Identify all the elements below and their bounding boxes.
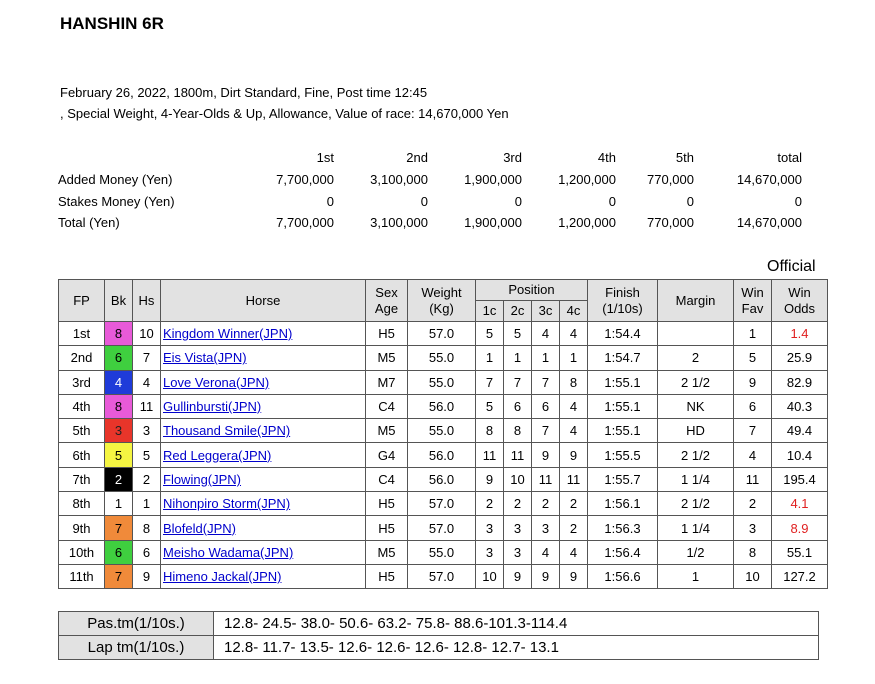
bracket-number: 6: [105, 346, 133, 370]
money-row-label: Total (Yen): [58, 215, 120, 231]
position-3c: 4: [532, 540, 560, 564]
horse-name: [161, 346, 366, 370]
win-odds: 127.2: [772, 564, 828, 588]
weight: 57.0: [408, 516, 476, 540]
prize-money-header-row: [58, 147, 802, 169]
position-4c: 4: [560, 322, 588, 346]
total-money-row: [58, 212, 802, 234]
win-odds: 8.9: [772, 516, 828, 540]
money-header-4th: 4th: [597, 150, 616, 166]
horse-name-link[interactable]: Kingdom Winner(JPN): [163, 326, 293, 342]
margin: 1: [658, 564, 734, 588]
win-favorite: 7: [734, 419, 772, 443]
win-odds: 4.1: [772, 492, 828, 516]
header-position: Position: [476, 280, 588, 301]
sex-age: C4: [366, 394, 408, 418]
position-3c: 2: [532, 492, 560, 516]
win-favorite: 6: [734, 394, 772, 418]
money-value: 3,100,000: [370, 215, 428, 231]
position-1c: 10: [476, 564, 504, 588]
table-row: [59, 419, 828, 443]
position-4c: 2: [560, 516, 588, 540]
horse-name: [161, 540, 366, 564]
position-2c: 1: [504, 346, 532, 370]
header-4c: 4c: [560, 301, 588, 322]
position-1c: 11: [476, 443, 504, 467]
lap-time-values: 12.8- 11.7- 13.5- 12.6- 12.6- 12.6- 12.8- 12.7- 13.1: [214, 636, 819, 660]
money-value: 0: [794, 193, 802, 209]
stakes-money-row: [58, 190, 802, 212]
money-header-total: total: [777, 150, 802, 166]
horse-name-link[interactable]: Meisho Wadama(JPN): [163, 544, 294, 560]
position-2c: 5: [504, 322, 532, 346]
table-row: [59, 540, 828, 564]
margin: 1 1/4: [658, 467, 734, 491]
money-value: 0: [608, 193, 616, 209]
margin: 2 1/2: [658, 443, 734, 467]
position-4c: 1: [560, 346, 588, 370]
money-value: 0: [514, 193, 522, 209]
race-info-line-1: February 26, 2022, 1800m, Dirt Standard, Fine, Post time 12:45: [60, 85, 428, 100]
table-row: [59, 322, 828, 346]
horse-number: 10: [133, 322, 161, 346]
finish-position: 5th: [59, 419, 105, 443]
bracket-number: 7: [105, 516, 133, 540]
position-4c: 4: [560, 540, 588, 564]
finish-time: 1:56.4: [588, 540, 658, 564]
finish-time: 1:55.5: [588, 443, 658, 467]
money-value: 770,000: [647, 215, 694, 231]
horse-number: 5: [133, 443, 161, 467]
bracket-number: 8: [105, 394, 133, 418]
win-odds: 40.3: [772, 394, 828, 418]
position-1c: 3: [476, 540, 504, 564]
position-1c: 7: [476, 370, 504, 394]
position-3c: 9: [532, 443, 560, 467]
header-1c: 1c: [476, 301, 504, 322]
header-sex-age: Sex Age: [366, 280, 408, 322]
horse-name: [161, 516, 366, 540]
position-4c: 9: [560, 443, 588, 467]
win-odds: 10.4: [772, 443, 828, 467]
horse-number: 6: [133, 540, 161, 564]
margin: 2: [658, 346, 734, 370]
margin: HD: [658, 419, 734, 443]
header-3c: 3c: [532, 301, 560, 322]
pass-time-row: [59, 612, 819, 636]
bracket-number: 3: [105, 419, 133, 443]
bracket-number: 2: [105, 467, 133, 491]
horse-name: [161, 564, 366, 588]
horse-number: 1: [133, 492, 161, 516]
win-favorite: 8: [734, 540, 772, 564]
horse-number: 8: [133, 516, 161, 540]
horse-name-link[interactable]: Thousand Smile(JPN): [163, 423, 291, 439]
horse-name-link[interactable]: Nihonpiro Storm(JPN): [163, 496, 291, 512]
header-horse: Horse: [161, 280, 366, 322]
money-header-5th: 5th: [675, 150, 694, 166]
margin: NK: [658, 394, 734, 418]
weight: 55.0: [408, 370, 476, 394]
header-fp: FP: [59, 280, 105, 322]
finish-position: 2nd: [59, 346, 105, 370]
position-1c: 2: [476, 492, 504, 516]
sex-age: H5: [366, 492, 408, 516]
position-2c: 3: [504, 540, 532, 564]
table-row: [59, 492, 828, 516]
finish-position: 9th: [59, 516, 105, 540]
official-label: Official: [767, 258, 816, 275]
finish-position: 4th: [59, 394, 105, 418]
sex-age: M5: [366, 419, 408, 443]
win-odds: 195.4: [772, 467, 828, 491]
margin: 2 1/2: [658, 370, 734, 394]
lap-time-label: Lap tm(1/10s.): [59, 636, 214, 660]
horse-number: 2: [133, 467, 161, 491]
weight: 55.0: [408, 419, 476, 443]
money-value: 7,700,000: [276, 215, 334, 231]
lap-time-row: [59, 636, 819, 660]
sex-age: H5: [366, 516, 408, 540]
table-row: [59, 564, 828, 588]
horse-name: [161, 394, 366, 418]
win-favorite: 5: [734, 346, 772, 370]
position-4c: 8: [560, 370, 588, 394]
money-header-3rd: 3rd: [503, 150, 522, 166]
bracket-number: 8: [105, 322, 133, 346]
times-table: [58, 611, 819, 660]
results-table: [58, 279, 828, 589]
bracket-number: 5: [105, 443, 133, 467]
position-2c: 3: [504, 516, 532, 540]
finish-position: 6th: [59, 443, 105, 467]
margin: [658, 322, 734, 346]
finish-position: 8th: [59, 492, 105, 516]
header-margin: Margin: [658, 280, 734, 322]
position-1c: 5: [476, 394, 504, 418]
sex-age: M5: [366, 346, 408, 370]
win-favorite: 4: [734, 443, 772, 467]
money-value: 1,200,000: [558, 172, 616, 188]
position-2c: 2: [504, 492, 532, 516]
position-3c: 6: [532, 394, 560, 418]
sex-age: M7: [366, 370, 408, 394]
header-weight: Weight (Kg): [408, 280, 476, 322]
money-value: 0: [420, 193, 428, 209]
horse-number: 4: [133, 370, 161, 394]
horse-number: 9: [133, 564, 161, 588]
results-header-row: [59, 280, 828, 301]
money-value: 3,100,000: [370, 172, 428, 188]
horse-name-link[interactable]: Red Leggera(JPN): [163, 447, 272, 463]
position-2c: 7: [504, 370, 532, 394]
margin: 1/2: [658, 540, 734, 564]
win-favorite: 1: [734, 322, 772, 346]
finish-time: 1:55.1: [588, 419, 658, 443]
bracket-number: 4: [105, 370, 133, 394]
finish-position: 1st: [59, 322, 105, 346]
position-2c: 9: [504, 564, 532, 588]
money-value: 14,670,000: [736, 172, 802, 188]
money-value: 0: [326, 193, 334, 209]
win-favorite: 11: [734, 467, 772, 491]
horse-name-link[interactable]: Eis Vista(JPN): [163, 350, 247, 366]
win-odds: 55.1: [772, 540, 828, 564]
horse-name: [161, 492, 366, 516]
table-row: [59, 467, 828, 491]
header-win-odds: Win Odds: [772, 280, 828, 322]
win-favorite: 10: [734, 564, 772, 588]
sex-age: H5: [366, 564, 408, 588]
horse-name: [161, 467, 366, 491]
position-3c: 7: [532, 370, 560, 394]
weight: 57.0: [408, 492, 476, 516]
header-hs: Hs: [133, 280, 161, 322]
position-4c: 11: [560, 467, 588, 491]
finish-time: 1:55.7: [588, 467, 658, 491]
finish-time: 1:56.3: [588, 516, 658, 540]
weight: 57.0: [408, 322, 476, 346]
position-4c: 2: [560, 492, 588, 516]
margin: 2 1/2: [658, 492, 734, 516]
position-1c: 9: [476, 467, 504, 491]
margin: 1 1/4: [658, 516, 734, 540]
horse-name-link[interactable]: Love Verona(JPN): [163, 374, 270, 390]
table-row: [59, 443, 828, 467]
weight: 56.0: [408, 467, 476, 491]
position-1c: 5: [476, 322, 504, 346]
position-1c: 3: [476, 516, 504, 540]
weight: 57.0: [408, 564, 476, 588]
horse-name-link[interactable]: Gullinbursti(JPN): [163, 399, 262, 415]
horse-name: [161, 443, 366, 467]
win-odds: 1.4: [772, 322, 828, 346]
race-title: HANSHIN 6R: [60, 14, 164, 33]
position-3c: 7: [532, 419, 560, 443]
table-row: [59, 370, 828, 394]
finish-time: 1:54.7: [588, 346, 658, 370]
horse-name-link[interactable]: Blofeld(JPN): [163, 520, 236, 536]
win-odds: 25.9: [772, 346, 828, 370]
table-row: [59, 394, 828, 418]
pass-time-label: Pas.tm(1/10s.): [59, 612, 214, 636]
weight: 55.0: [408, 540, 476, 564]
position-2c: 8: [504, 419, 532, 443]
money-value: 1,200,000: [558, 215, 616, 231]
win-favorite: 2: [734, 492, 772, 516]
horse-number: 3: [133, 419, 161, 443]
sex-age: H5: [366, 322, 408, 346]
table-row: [59, 516, 828, 540]
horse-number: 11: [133, 394, 161, 418]
horse-name: [161, 419, 366, 443]
added-money-row: [58, 169, 802, 191]
win-favorite: 9: [734, 370, 772, 394]
horse-name: [161, 370, 366, 394]
position-3c: 11: [532, 467, 560, 491]
race-info-line-2: , Special Weight, 4-Year-Olds & Up, Allowance, Value of race: 14,670,000 Yen: [60, 106, 509, 121]
position-3c: 3: [532, 516, 560, 540]
position-2c: 6: [504, 394, 532, 418]
position-3c: 1: [532, 346, 560, 370]
money-row-label: Added Money (Yen): [58, 172, 173, 188]
finish-time: 1:55.1: [588, 370, 658, 394]
position-1c: 1: [476, 346, 504, 370]
pass-time-values: 12.8- 24.5- 38.0- 50.6- 63.2- 75.8- 88.6-101.3-114.4: [214, 612, 819, 636]
finish-time: 1:56.1: [588, 492, 658, 516]
sex-age: M5: [366, 540, 408, 564]
horse-number: 7: [133, 346, 161, 370]
header-bk: Bk: [105, 280, 133, 322]
finish-position: 11th: [59, 564, 105, 588]
money-row-label: Stakes Money (Yen): [58, 193, 175, 209]
position-1c: 8: [476, 419, 504, 443]
finish-time: 1:56.6: [588, 564, 658, 588]
header-finish: Finish (1/10s): [588, 280, 658, 322]
money-value: 7,700,000: [276, 172, 334, 188]
position-4c: 4: [560, 419, 588, 443]
money-value: 0: [686, 193, 694, 209]
finish-position: 3rd: [59, 370, 105, 394]
win-odds: 49.4: [772, 419, 828, 443]
money-header-1st: 1st: [316, 150, 334, 166]
bracket-number: 6: [105, 540, 133, 564]
sex-age: G4: [366, 443, 408, 467]
finish-position: 10th: [59, 540, 105, 564]
money-value: 770,000: [647, 172, 694, 188]
weight: 56.0: [408, 394, 476, 418]
position-4c: 9: [560, 564, 588, 588]
table-row: [59, 346, 828, 370]
horse-name-link[interactable]: Himeno Jackal(JPN): [163, 569, 282, 585]
position-4c: 4: [560, 394, 588, 418]
finish-time: 1:55.1: [588, 394, 658, 418]
horse-name-link[interactable]: Flowing(JPN): [163, 471, 242, 487]
weight: 55.0: [408, 346, 476, 370]
win-favorite: 3: [734, 516, 772, 540]
horse-name: [161, 322, 366, 346]
header-win-fav: Win Fav: [734, 280, 772, 322]
position-2c: 11: [504, 443, 532, 467]
position-3c: 4: [532, 322, 560, 346]
header-2c: 2c: [504, 301, 532, 322]
win-odds: 82.9: [772, 370, 828, 394]
sex-age: C4: [366, 467, 408, 491]
money-value: 14,670,000: [736, 215, 802, 231]
prize-money-table: [58, 147, 802, 234]
finish-position: 7th: [59, 467, 105, 491]
money-value: 1,900,000: [464, 172, 522, 188]
position-2c: 10: [504, 467, 532, 491]
results-body: [59, 322, 828, 589]
money-value: 1,900,000: [464, 215, 522, 231]
bracket-number: 1: [105, 492, 133, 516]
weight: 56.0: [408, 443, 476, 467]
bracket-number: 7: [105, 564, 133, 588]
finish-time: 1:54.4: [588, 322, 658, 346]
position-3c: 9: [532, 564, 560, 588]
money-header-2nd: 2nd: [406, 150, 428, 166]
